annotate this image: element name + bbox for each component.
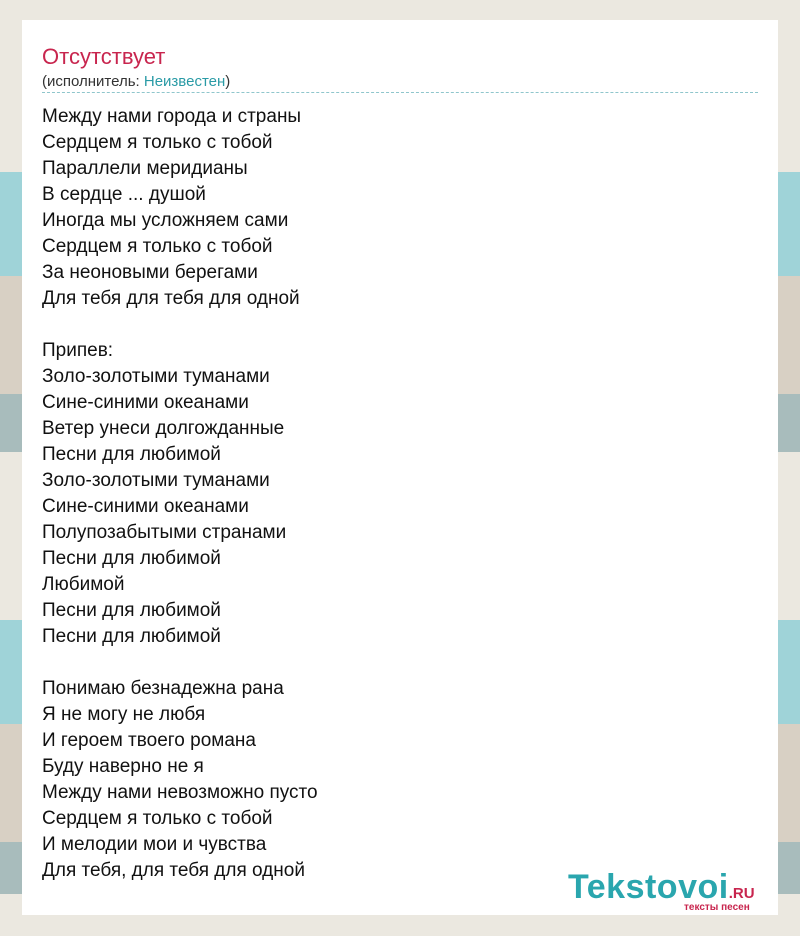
artist-prefix: (исполнитель: — [42, 73, 144, 90]
lyrics-line: За неоновыми берегами — [42, 262, 258, 283]
lyrics-line: Золо-золотыми туманами — [42, 366, 270, 387]
lyrics-line: И героем твоего романа — [42, 730, 256, 751]
logo-name: Tekstovoi — [568, 868, 729, 906]
lyrics-line: Между нами невозможно пусто — [42, 782, 318, 803]
lyrics-line: Любимой — [42, 574, 125, 595]
lyrics-line: Сердцем я только с тобой — [42, 132, 273, 153]
lyrics-line: Песни для любимой — [42, 548, 221, 569]
lyrics-line: Полупозабытыми странами — [42, 522, 287, 543]
lyrics-line: Золо-золотыми туманами — [42, 470, 270, 491]
lyrics-line: Припев: — [42, 340, 114, 361]
lyrics-line: Сердцем я только с тобой — [42, 808, 273, 829]
lyrics-line: Ветер унеси долгожданные — [42, 418, 285, 439]
logo-tagline: тексты песен — [684, 902, 750, 913]
logo-domain: .RU — [728, 885, 755, 902]
lyrics-line: Иногда мы усложняем сами — [42, 210, 289, 231]
lyrics-line: Песни для любимой — [42, 626, 221, 647]
artist-line — [42, 73, 230, 91]
lyrics-line: Для тебя для тебя для одной — [42, 288, 300, 309]
lyrics-line: Сине-синими океанами — [42, 392, 249, 413]
lyrics-line: Параллели меридианы — [42, 158, 248, 179]
lyrics-line: Между нами города и страны — [42, 106, 302, 127]
lyrics-line: Песни для любимой — [42, 444, 221, 465]
lyrics-line: Сине-синими океанами — [42, 496, 249, 517]
lyrics-line: Для тебя, для тебя для одной — [42, 860, 305, 881]
artist-link[interactable]: Неизвестен — [143, 73, 226, 90]
lyrics-line: Понимаю безнадежна рана — [42, 678, 284, 699]
lyrics-line: Я не могу не любя — [42, 704, 206, 725]
song-title: Отсутствует — [42, 44, 166, 69]
lyrics-line: Буду наверно не я — [42, 756, 204, 777]
lyrics-text — [42, 104, 318, 884]
title-divider — [42, 92, 758, 93]
artist-suffix: ) — [225, 73, 231, 90]
lyrics-line: В сердце ... душой — [42, 184, 206, 205]
lyrics-line: Песни для любимой — [42, 600, 221, 621]
site-logo[interactable] — [568, 868, 778, 913]
lyrics-card — [22, 20, 778, 915]
lyrics-line: Сердцем я только с тобой — [42, 236, 273, 257]
lyrics-line: И мелодии мои и чувства — [42, 834, 267, 855]
